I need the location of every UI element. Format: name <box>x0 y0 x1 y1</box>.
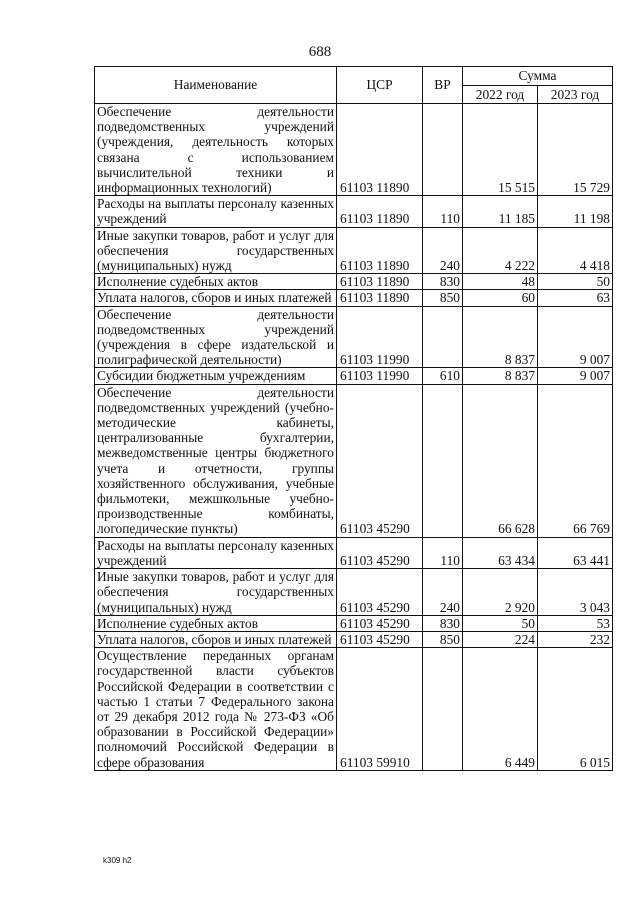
table-row <box>95 290 613 306</box>
row-sum-2022: 48 <box>463 274 538 290</box>
row-sum-2022: 4 222 <box>463 227 538 274</box>
header-sum: Сумма <box>463 67 613 86</box>
table-row <box>95 648 613 771</box>
row-sum-2022: 66 628 <box>463 384 538 537</box>
row-csr: 61103 11990 <box>337 368 423 384</box>
row-vr <box>423 306 463 368</box>
row-csr: 61103 45290 <box>337 569 423 616</box>
table-row <box>95 104 613 196</box>
row-vr: 110 <box>423 196 463 227</box>
row-name: Расходы на выплаты персоналу казенных учреждений <box>95 537 337 568</box>
row-vr: 240 <box>423 227 463 274</box>
row-sum-2022: 11 185 <box>463 196 538 227</box>
row-sum-2022: 8 837 <box>463 306 538 368</box>
row-csr: 61103 59910 <box>337 648 423 771</box>
row-sum-2023: 6 015 <box>538 648 613 771</box>
row-csr: 61103 11890 <box>337 227 423 274</box>
row-vr <box>423 648 463 771</box>
row-sum-2023: 15 729 <box>538 104 613 196</box>
row-sum-2023: 53 <box>538 615 613 631</box>
row-name: Обеспечение деятельности подведомственных учреждений (учебно-методические кабинеты, централизованные бухгалтерии, межведомственные центры бюджетного учета и отчетности, группы хозяйственного обслуживания, учебные фильмотеки, межшкольные учебно-производственные комбинаты, логопедические пункты) <box>95 384 337 537</box>
row-vr <box>423 104 463 196</box>
header-vr: ВР <box>423 67 463 104</box>
row-vr: 110 <box>423 537 463 568</box>
table-row <box>95 227 613 274</box>
row-sum-2023: 66 769 <box>538 384 613 537</box>
row-sum-2023: 9 007 <box>538 368 613 384</box>
row-csr: 61103 45290 <box>337 631 423 647</box>
row-csr: 61103 45290 <box>337 615 423 631</box>
row-sum-2022: 6 449 <box>463 648 538 771</box>
row-csr: 61103 45290 <box>337 384 423 537</box>
row-sum-2022: 50 <box>463 615 538 631</box>
row-vr: 850 <box>423 631 463 647</box>
row-csr: 61103 11890 <box>337 104 423 196</box>
row-name: Уплата налогов, сборов и иных платежей <box>95 290 337 306</box>
row-name: Обеспечение деятельности подведомственных учреждений (учреждения, деятельность которых связана с использованием вычислительной техники и информационных технологий) <box>95 104 337 196</box>
footer-code: k309 h2 <box>103 856 132 865</box>
header-year-2023: 2023 год <box>538 86 613 104</box>
row-vr: 240 <box>423 569 463 616</box>
row-sum-2022: 8 837 <box>463 368 538 384</box>
row-vr: 850 <box>423 290 463 306</box>
page-number: 688 <box>308 44 332 60</box>
row-sum-2023: 50 <box>538 274 613 290</box>
row-sum-2023: 11 198 <box>538 196 613 227</box>
row-csr: 61103 11890 <box>337 290 423 306</box>
row-csr: 61103 11890 <box>337 274 423 290</box>
table-row <box>95 384 613 537</box>
row-name: Исполнение судебных актов <box>95 615 337 631</box>
row-name: Осуществление переданных органам государственной власти субъектов Российской Федерации в соответствии с частью 1 статьи 7 Федерального закона от 29 декабря 2012 года № 273-ФЗ «Об образовании в Российской Федерации» полномочий Российской Федерации в сфере образования <box>95 648 337 771</box>
row-sum-2022: 224 <box>463 631 538 647</box>
row-vr: 610 <box>423 368 463 384</box>
row-name: Расходы на выплаты персоналу казенных учреждений <box>95 196 337 227</box>
row-csr: 61103 11990 <box>337 306 423 368</box>
header-csr: ЦСР <box>337 67 423 104</box>
table-row <box>95 306 613 368</box>
row-csr: 61103 11890 <box>337 196 423 227</box>
table-row <box>95 569 613 616</box>
table-row <box>95 196 613 227</box>
row-sum-2023: 3 043 <box>538 569 613 616</box>
table-header <box>95 67 613 104</box>
row-name: Иные закупки товаров, работ и услуг для обеспечения государственных (муниципальных) нужд <box>95 227 337 274</box>
budget-table-container <box>94 66 613 771</box>
header-name: Наименование <box>95 67 337 104</box>
row-csr: 61103 45290 <box>337 537 423 568</box>
row-sum-2022: 15 515 <box>463 104 538 196</box>
row-sum-2022: 2 920 <box>463 569 538 616</box>
row-sum-2023: 9 007 <box>538 306 613 368</box>
table-body <box>95 104 613 771</box>
row-sum-2022: 60 <box>463 290 538 306</box>
table-row <box>95 631 613 647</box>
table-row <box>95 537 613 568</box>
row-sum-2023: 232 <box>538 631 613 647</box>
row-sum-2023: 63 <box>538 290 613 306</box>
row-sum-2022: 63 434 <box>463 537 538 568</box>
row-name: Иные закупки товаров, работ и услуг для обеспечения государственных (муниципальных) нужд <box>95 569 337 616</box>
row-name: Обеспечение деятельности подведомственных учреждений (учреждения в сфере издательской и полиграфической деятельности) <box>95 306 337 368</box>
row-name: Субсидии бюджетным учреждениям <box>95 368 337 384</box>
row-vr <box>423 384 463 537</box>
table-row <box>95 274 613 290</box>
row-sum-2023: 4 418 <box>538 227 613 274</box>
row-name: Уплата налогов, сборов и иных платежей <box>95 631 337 647</box>
budget-table <box>94 66 613 771</box>
row-sum-2023: 63 441 <box>538 537 613 568</box>
table-row <box>95 615 613 631</box>
row-vr: 830 <box>423 274 463 290</box>
row-vr: 830 <box>423 615 463 631</box>
row-name: Исполнение судебных актов <box>95 274 337 290</box>
table-row <box>95 368 613 384</box>
header-year-2022: 2022 год <box>463 86 538 104</box>
